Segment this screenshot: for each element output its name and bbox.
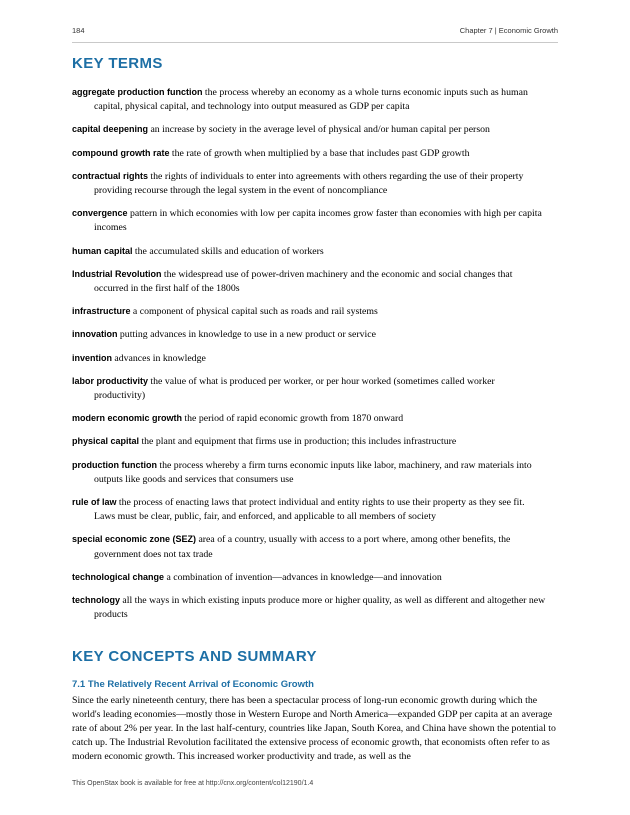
glossary-entry — [72, 375, 560, 403]
glossary-entry — [72, 328, 560, 342]
glossary-entry — [72, 207, 560, 235]
term-definition: putting advances in knowledge to use in a new product or service — [119, 329, 376, 341]
term-definition: a component of physical capital such as roads and rail systems — [132, 306, 378, 318]
glossary-entry — [72, 594, 560, 622]
glossary-entry — [72, 86, 560, 114]
term-definition-continued: products — [94, 609, 128, 621]
term-name: labor productivity — [72, 375, 149, 386]
term-definition: an increase by society in the average level of physical and/or human capital per person — [150, 124, 490, 136]
key-terms-heading: KEY TERMS — [72, 55, 163, 72]
chapter-label: Chapter 7 | Economic Growth — [459, 26, 558, 35]
term-definition: the process whereby a firm turns economic inputs like labor, machinery, and raw materials into — [159, 459, 532, 471]
term-definition: the process whereby an economy as a whole turns economic inputs such as human — [204, 87, 528, 98]
term-definition-continued: providing recourse through the legal system in the event of noncompliance — [94, 185, 388, 197]
footer-attribution: This OpenStax book is available for free at http://cnx.org/content/col12190/1.4 — [72, 780, 314, 787]
glossary-entry — [72, 123, 560, 137]
term-name: infrastructure — [72, 306, 131, 317]
glossary-entry — [72, 147, 560, 161]
term-definition-continued: incomes — [94, 222, 127, 234]
glossary-entry — [72, 170, 560, 198]
term-definition-continued: outputs like goods and services that consumers use — [94, 473, 294, 485]
running-head — [72, 26, 558, 40]
term-definition: all the ways in which existing inputs produce more or higher quality, as well as different and altogether new — [122, 595, 546, 607]
term-definition: the period of rapid economic growth from 1870 onward — [184, 413, 404, 425]
subsection-heading: 7.1 The Relatively Recent Arrival of Economic Growth — [72, 679, 314, 691]
glossary-entry — [72, 352, 560, 366]
term-name: physical capital — [72, 436, 140, 447]
term-name: aggregate production function — [72, 87, 203, 97]
glossary-entry — [72, 459, 560, 487]
term-name: human capital — [72, 245, 133, 256]
term-name: capital deepening — [72, 124, 149, 135]
term-definition: advances in knowledge — [114, 352, 206, 364]
term-definition-continued: occurred in the first half of the 1800s — [94, 283, 240, 295]
term-definition: the rate of growth when multiplied by a base that includes past GDP growth — [171, 147, 470, 159]
term-name: technology — [72, 595, 121, 606]
term-name: convergence — [72, 208, 128, 219]
term-definition: the value of what is produced per worker, or per hour worked (sometimes called worker — [150, 375, 495, 387]
term-definition: the widespread use of power-driven machinery and the economic and social changes that — [163, 268, 513, 280]
glossary-entry — [72, 245, 560, 259]
glossary-entry — [72, 496, 560, 524]
summary-paragraph: Since the early nineteenth century, there has been a spectacular process of long-run economic growth during which the world's leading economies—mostly those in Western Europe and North America—expanded GDP per capita at an average rate of about 2% per year. In the last half-century, countries like Japan, South Korea, and China have shown the potential to catch up. The Industrial Revolution facilitated the extensive process of economic growth, that economists often refer to as modern economic growth. This increased worker productivity and trade, as well as the — [72, 695, 556, 763]
glossary-entry — [72, 412, 560, 426]
page-number: 184 — [72, 26, 85, 35]
header-divider — [72, 42, 558, 43]
key-concepts-heading: KEY CONCEPTS AND SUMMARY — [72, 648, 317, 666]
term-definition: a combination of invention—advances in knowledge—and innovation — [166, 571, 442, 583]
term-name: contractual rights — [72, 170, 149, 181]
glossary-entry — [72, 533, 560, 561]
term-definition-continued: productivity) — [94, 390, 146, 402]
term-definition-continued: government does not tax trade — [94, 548, 213, 560]
term-definition: the plant and equipment that firms use in production; this includes infrastructure — [141, 436, 457, 448]
term-definition-continued: capital, physical capital, and technology into output measured as GDP per capita — [94, 101, 410, 113]
term-definition: the accumulated skills and education of workers — [134, 245, 324, 257]
term-definition: area of a country, usually with access to a port where, among other benefits, the — [198, 534, 511, 546]
term-name: production function — [72, 459, 157, 470]
term-name: rule of law — [72, 497, 117, 508]
term-name: Industrial Revolution — [72, 268, 162, 279]
glossary-entry — [72, 268, 560, 296]
glossary-entry — [72, 435, 560, 449]
term-definition: the rights of individuals to enter into agreements with others regarding the use of their property — [150, 170, 524, 182]
term-definition-continued: Laws must be clear, public, fair, and enforced, and applicable to all members of society — [94, 511, 436, 523]
glossary-entry — [72, 571, 560, 585]
term-name: modern economic growth — [72, 413, 183, 424]
term-name: innovation — [72, 329, 118, 340]
term-name: technological change — [72, 571, 165, 582]
term-name: special economic zone (SEZ) — [72, 534, 197, 545]
glossary-entry — [72, 305, 560, 319]
term-name: invention — [72, 352, 112, 363]
term-definition: the process of enacting laws that protect individual and entity rights to use their property as they see fit. — [118, 497, 525, 509]
term-definition: pattern in which economies with low per capita incomes grow faster than economies with high per capita — [129, 208, 542, 220]
term-name: compound growth rate — [72, 147, 170, 158]
page-content — [72, 55, 560, 764]
